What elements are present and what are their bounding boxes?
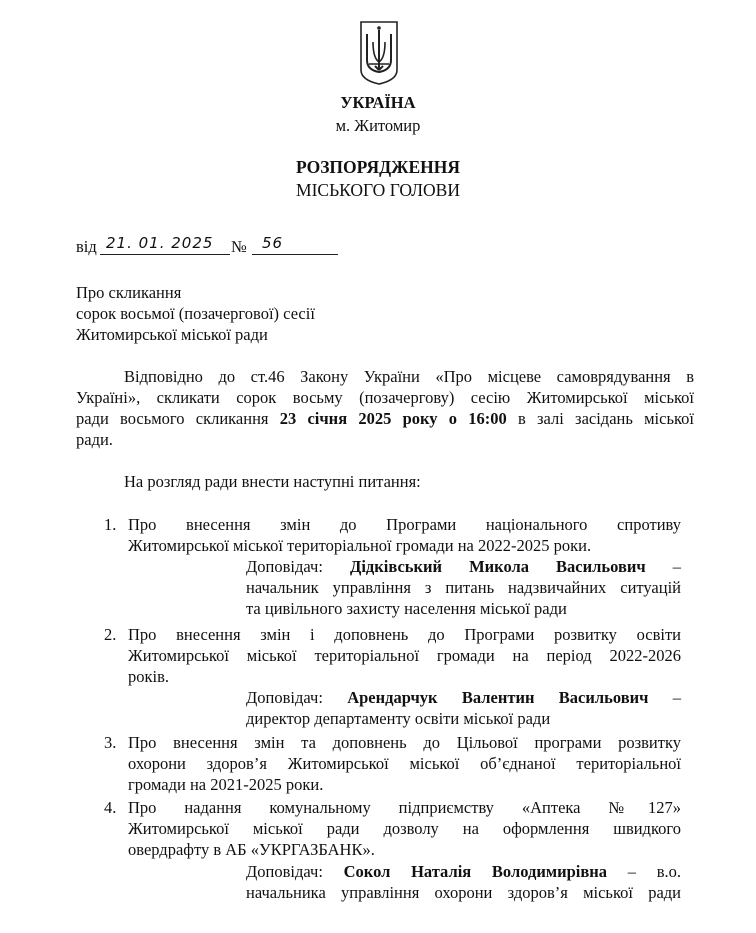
date-from-label: від [76, 237, 97, 256]
intro-line: ради восьмого скликання 23 січня 2025 року о 16:00 в залі засідань міської [76, 409, 694, 428]
reporter-position: начальник управління з питань надзвичайних ситуацій [246, 578, 681, 597]
subject-line: Житомирської міської ради [76, 325, 268, 344]
reporter-position: директор департаменту освіти міської ради [246, 709, 551, 728]
item-line: Про внесення змін до Програми національного спротиву [128, 515, 681, 534]
item-line: Житомирської міської ради дозволу на оформлення швидкого [128, 819, 681, 838]
item-number: 1. [104, 515, 117, 534]
item-number: 2. [104, 625, 117, 644]
number-value: 56 [262, 234, 284, 252]
date-underline [100, 254, 230, 255]
reporter-position: та цивільного захисту населення міської ради [246, 599, 567, 618]
item-line: Про внесення змін та доповнень до Цільової програми розвитку [128, 733, 681, 752]
reporter-line: Доповідач: Дідківський Микола Васильович – [246, 557, 681, 576]
intro-line: Відповідно до ст.46 Закону України «Про місцеве самоврядування в [124, 367, 694, 386]
document-type: РОЗПОРЯДЖЕННЯ [296, 157, 460, 177]
item-line: Про внесення змін і доповнень до Програми розвитку освіти [128, 625, 681, 644]
item-line: років. [128, 667, 170, 686]
item-number: 3. [104, 733, 117, 752]
agenda-intro: На розгляд ради внести наступні питання: [124, 472, 421, 491]
subject-line: Про скликання [76, 283, 182, 302]
reporter-line: Доповідач: Сокол Наталія Володимирівна – в.о. [246, 862, 682, 881]
item-line: охорони здоров’я Житомирської міської об’єднаної територіальної [128, 754, 681, 773]
item-line: Житомирської міської територіальної громади на 2022-2025 роки. [128, 536, 592, 555]
item-number: 4. [104, 798, 117, 817]
trident-icon [357, 20, 401, 86]
subject-line: сорок восьмої (позачергової) сесії [76, 304, 315, 323]
reporter-position: начальника управління охорони здоров’я міської ради [246, 883, 681, 902]
intro-line: ради. [76, 430, 113, 449]
document-issuer: МІСЬКОГО ГОЛОВИ [296, 180, 460, 200]
intro-line: Україні», скликати сорок восьму (позачергову) сесію Житомирської міської [76, 388, 694, 407]
item-line: громади на 2021-2025 роки. [128, 775, 324, 794]
date-value: 21. 01. 2025 [106, 234, 214, 252]
country-title: УКРАЇНА [340, 93, 416, 112]
reporter-line: Доповідач: Арендарчук Валентин Васильович – [246, 688, 681, 707]
item-line: Житомирської міської територіальної громади на період 2022-2026 [128, 646, 681, 665]
city-name: м. Житомир [335, 116, 421, 135]
item-line: овердрафту в АБ «УКРГАЗБАНК». [128, 840, 375, 859]
number-underline [252, 254, 338, 255]
number-label: № [231, 237, 247, 256]
item-line: Про надання комунальному підприємству «Аптека №127» [128, 798, 681, 817]
